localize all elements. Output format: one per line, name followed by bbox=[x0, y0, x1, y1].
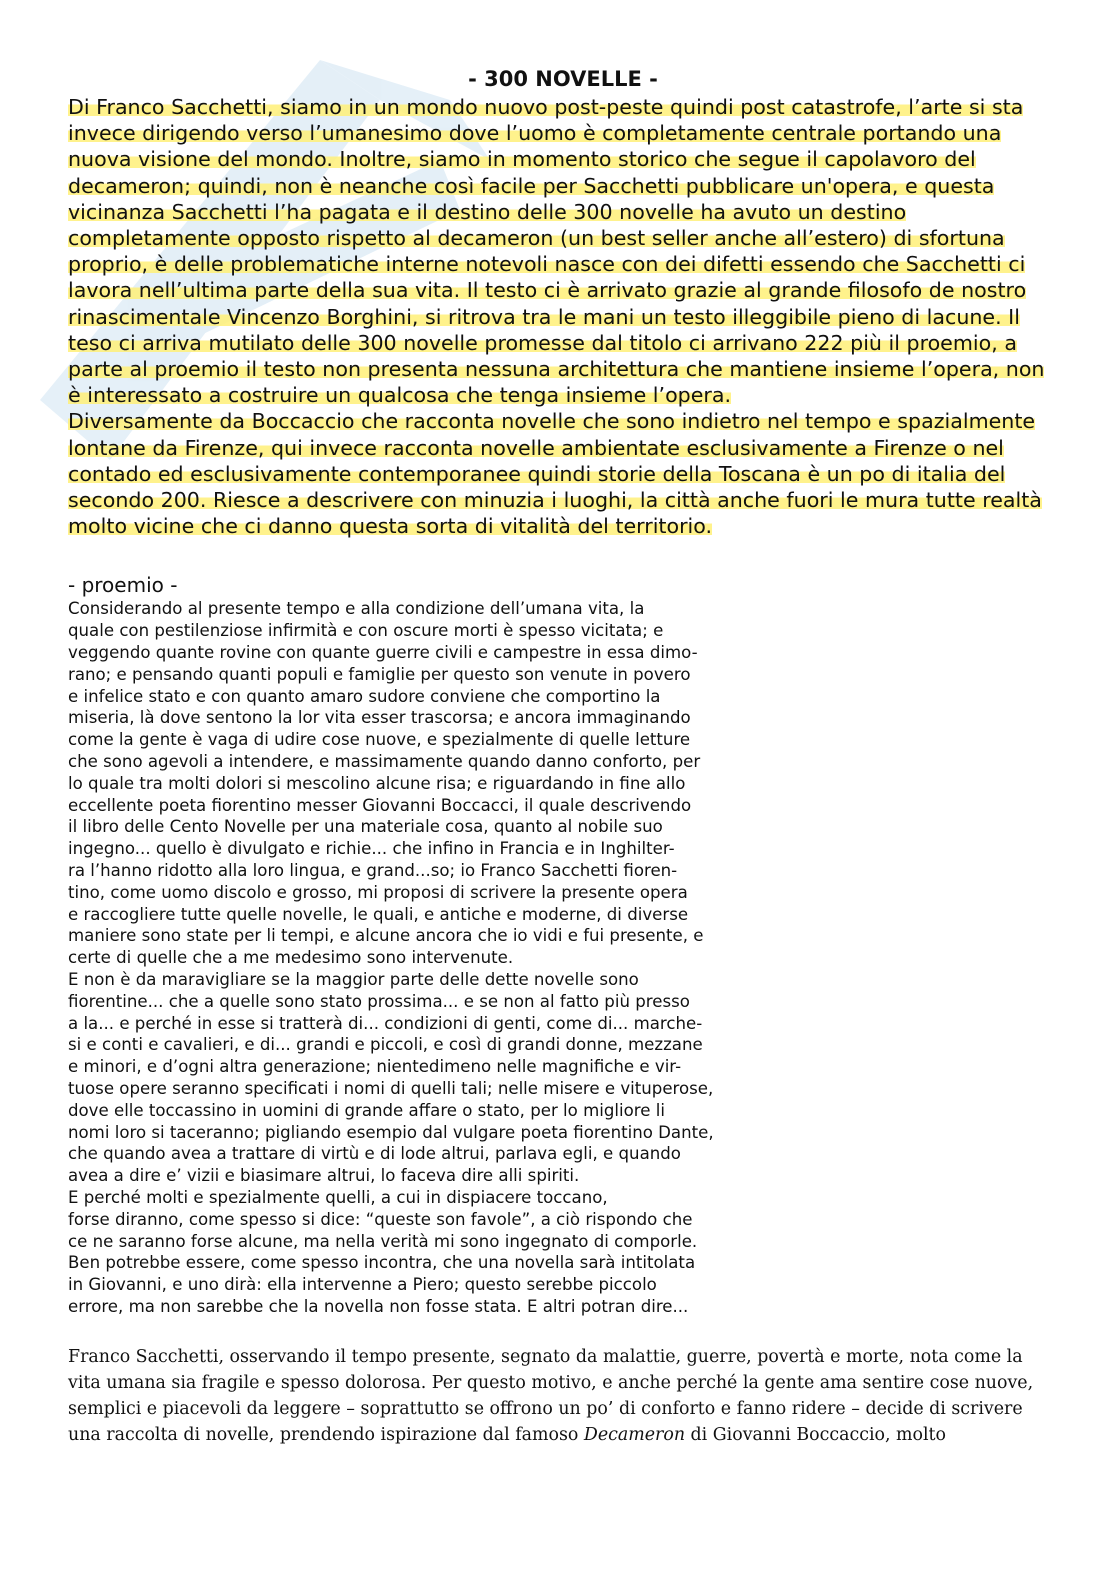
highlighted-text: Di Franco Sacchetti, siamo in un mondo nuovo post-peste quindi post catastrofe, l’arte si sta invece dirigendo verso l’umanesimo dove l’uomo è completamente centrale portando una nuova visione del mondo. Inoltre, siamo in momento storico che segue il capolavoro del decameron; quindi, non è neanche così facile per Sacchetti pubblicare un'opera, e questa vicinanza Sacchetti l’ha pagata e il destino delle 300 novelle ha avuto un destino completamente opposto rispetto al decameron (un best seller anche all’estero) di sfortuna proprio, è delle problematiche interne notevoli nasce con dei difetti essendo che Sacchetti ci lavora nell’ultima parte della sua vita. Il testo ci è arrivato grazie al grande filosofo de nostro rinascimentale Vincenzo Borghini, si ritrova tra le mani un testo illeggibile pieno di lacune. Il teso ci arriva mutilato delle 300 novelle promesse dal titolo ci arrivano 222 più il proemio, a parte al proemio il testo non presenta nessuna architettura che mantiene insieme l’opera, non è interessato a costruire un qualcosa che tenga insieme l’opera. bbox=[68, 95, 1045, 408]
proemio-paragraph: E perché molti e spezialmente quelli, a cui in dispiacere toccano, forse diranno, come spesso si dice: “queste son favole”, a ciò rispondo che ce ne saranno forse alcune, ma nella verità mi sono ingegnato di comporle. Ben potrebbe essere, come spesso incontra, che una novella sarà intitolata in Giovanni, e uno dirà: ella intervenne a Piero; questo serebbe piccolo errore, ma non sarebbe che la novella non fosse stata. E altri potran dire... bbox=[68, 1187, 698, 1316]
intro-section bbox=[68, 94, 1048, 539]
summary-text: di Giovanni Boccaccio, molto bbox=[685, 1424, 947, 1445]
intro-paragraph bbox=[68, 408, 1048, 539]
proemio-paragraph: E non è da maravigliare se la maggior parte delle dette novelle sono fiorentine... che a quelle sono stato prossima... e se non al fatto più presso a la... e perché in esse si tratterà di... condizioni di genti, come di... marche- si e conti e cavalieri, e di... grandi e piccoli, e così di grandi donne, mezzane e minori, e d’ogni altra generazione; nientedimeno nelle magnifiche e vir- tuose opere seranno specificati i nomi di quelli tali; nelle misere e vituperose, dove elle toccassino in uomini di grande affare o stato, per lo migliore li nomi loro si taceranno; pigliando esempio dal vulgare poeta fiorentino Dante, che quando avea a trattare di virtù e di lode altrui, parlava egli, e quando avea a dire e’ vizii e biasimare altrui, lo faceva dire alli spiriti. bbox=[68, 970, 714, 1186]
intro-paragraph bbox=[68, 94, 1048, 408]
document-title: - 300 NOVELLE - bbox=[468, 67, 658, 91]
document-page bbox=[68, 64, 1048, 1465]
summary-text: Franco Sacchetti, osservando il tempo presente, segnato da malattie, guerre, povertà e morte, nota come la vita umana sia fragile e spesso dolorosa. Per questo motivo, e anche perché la gente ama sentire cose nuove, semplici e piacevoli da leggere – soprattutto se offrono un po’ di conforto e fanno ridere – decide di scrivere una raccolta di novelle, prendendo ispirazione dal famoso bbox=[68, 1346, 1034, 1445]
book-title: Decameron bbox=[583, 1424, 686, 1445]
proemio-text bbox=[68, 598, 798, 1317]
proemio-heading: - proemio - bbox=[68, 573, 178, 598]
highlighted-text: Diversamente da Boccaccio che racconta novelle che sono indietro nel tempo e spazialmente lontane da Firenze, qui invece racconta novelle ambientate esclusivamente a Firenze o nel contado ed esclusivamente contemporanee quindi storie della Toscana è un po di italia del secondo 200. Riesce a descrivere con minuzia i luoghi, la città anche fuori le mura tutte realtà molto vicine che ci danno questa sorta di vitalità del territorio. bbox=[68, 409, 1042, 539]
proemio-paragraph: Considerando al presente tempo e alla condizione dell’umana vita, la quale con pestilenziose infirmità e con oscure morti è spesso vicitata; e veggendo quante rovine con quante guerre civili e campestre in essa dimo- rano; e pensando quanti populi e famiglie per questo son venute in povero e infelice stato e con quanto amaro sudore conviene che comportino la miseria, là dove sentono la lor vita esser trascorsa; e ancora immaginando come la gente è vaga di udire cose nuove, e spezialmente di quelle letture che sono agevoli a intendere, e massimamente quando danno conforto, per lo quale tra molti dolori si mescolino alcune risa; e riguardando in fine allo eccellente poeta fiorentino messer Giovanni Boccacci, il quale descrivendo il libro delle Cento Novelle per una materiale cosa, quanto al nobile suo ingegno... quello è divulgato e richie... che infino in Francia e in Inghilter- ra l’hanno ridotto alla loro lingua, e grand...so; io Franco Sacchetti fioren- tino, come uomo discolo e grosso, mi proposi di scrivere la presente opera e raccogliere tutte quelle novelle, le quali, e antiche e moderne, di diverse maniere sono state per li tempi, e alcune ancora che io vidi e fui presente, e certe di quelle che a me medesimo sono intervenute. bbox=[68, 599, 704, 968]
summary-paragraph bbox=[68, 1344, 1048, 1448]
